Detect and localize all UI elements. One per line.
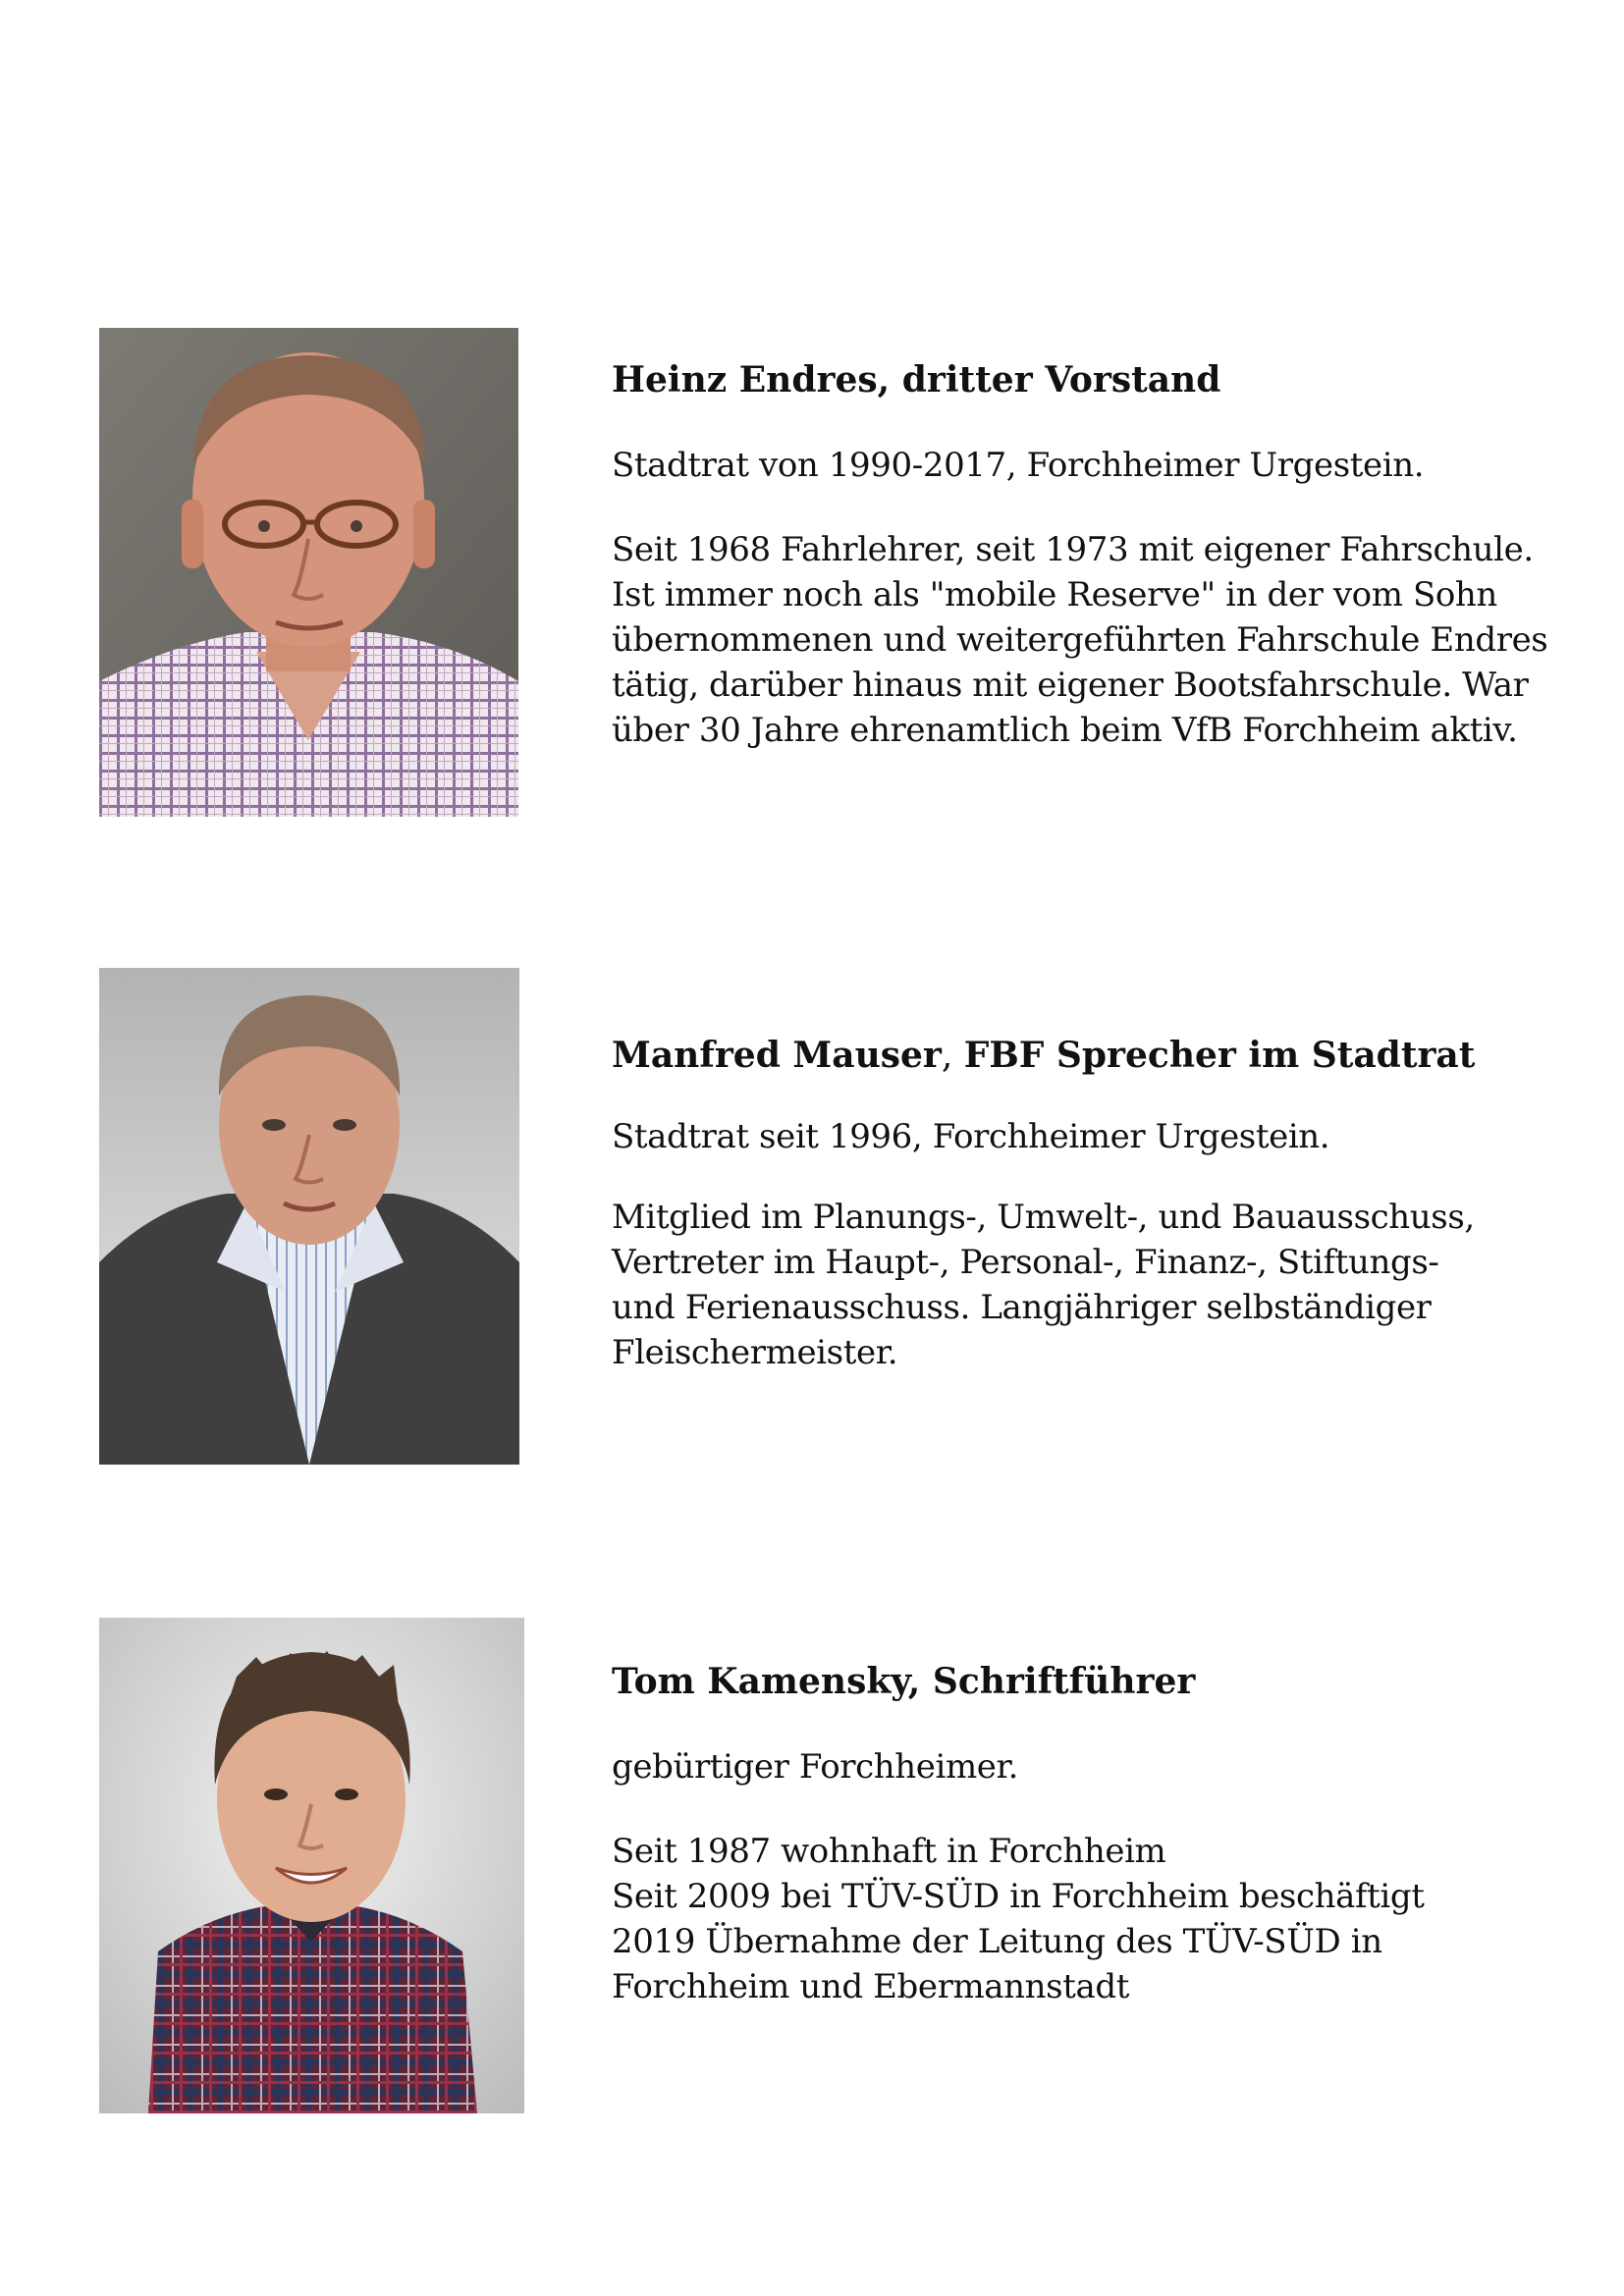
person-role: FBF Sprecher im Stadtrat (963, 1035, 1476, 1076)
detail-line: Ist immer noch als "mobile Reserve" in der vom Sohn (612, 575, 1497, 614)
detail-line: über 30 Jahre ehrenamtlich beim VfB Forchheim aktiv. (612, 711, 1518, 750)
person-role: , dritter Vorstand (877, 359, 1221, 400)
portrait-photo-heinz-endres (99, 328, 518, 817)
person-name: Tom Kamensky, Schriftführer (612, 1661, 1196, 1702)
portrait-photo-manfred-mauser (99, 968, 519, 1465)
detail-line: Mitglied im Planungs-, Umwelt-, und Bauausschuss, (612, 1198, 1475, 1237)
detail-line: und Ferienausschuss. Langjähriger selbständiger (612, 1288, 1432, 1327)
detail-line: tätig, darüber hinaus mit eigener Bootsfahrschule. War (612, 666, 1529, 705)
profile-heading (612, 357, 1554, 403)
detail-line: Forchheim und Ebermannstadt (612, 1967, 1129, 2006)
profile-details (612, 1829, 1554, 2009)
profile-intro: Stadtrat von 1990-2017, Forchheimer Urgestein. (612, 446, 1425, 485)
profile-intro: Stadtrat seit 1996, Forchheimer Urgestein. (612, 1117, 1330, 1156)
heading-separator: , (941, 1036, 964, 1076)
profile-details (612, 1195, 1554, 1375)
detail-line: übernommenen und weitergeführten Fahrschule Endres (612, 620, 1548, 660)
portrait-photo-tom-kamensky (99, 1618, 524, 2113)
profile-heading (612, 1033, 1554, 1079)
detail-line: Fleischermeister. (612, 1333, 898, 1372)
profile-heading (612, 1659, 1554, 1705)
detail-line: Vertreter im Haupt-, Personal-, Finanz-, Stiftungs- (612, 1243, 1439, 1282)
profile-text-heinz-endres (612, 357, 1554, 753)
detail-line: Seit 1968 Fahrlehrer, seit 1973 mit eigener Fahrschule. (612, 530, 1534, 569)
person-name: Heinz Endres (612, 359, 878, 400)
detail-line: Seit 2009 bei TÜV-SÜD in Forchheim beschäftigt (612, 1877, 1425, 1916)
profile-text-tom-kamensky (612, 1659, 1554, 2009)
profile-details (612, 527, 1554, 753)
person-name: Manfred Mauser (612, 1035, 942, 1076)
detail-line: Seit 1987 wohnhaft in Forchheim (612, 1832, 1166, 1871)
profile-intro: gebürtiger Forchheimer. (612, 1747, 1019, 1787)
profile-text-manfred-mauser (612, 1033, 1554, 1375)
detail-line: 2019 Übernahme der Leitung des TÜV-SÜD in (612, 1922, 1382, 1961)
